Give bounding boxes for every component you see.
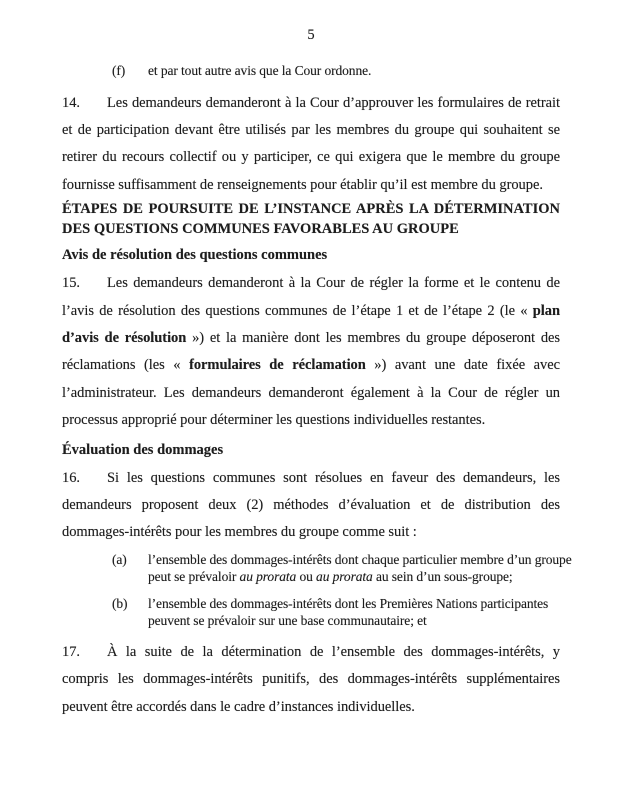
list-item-a xyxy=(62,551,572,586)
list-item-b xyxy=(62,595,560,630)
list-item-f xyxy=(62,62,560,80)
paragraph-14 xyxy=(62,90,560,200)
subheading-avis-resolution: Avis de résolution des questions communes xyxy=(62,247,328,264)
paragraph-15-number: 15. xyxy=(62,275,80,292)
paragraph-14-number: 14. xyxy=(62,94,80,111)
list-item-a-text: l’ensemble des dommages-intérêts dont chaque particulier membre d’un groupe peut se prévaloir au prorata ou au prorata au sein d’un sous-groupe; xyxy=(148,551,572,585)
paragraph-17-text: À la suite de la détermination de l’ensemble des dommages-intérêts, y compris les dommages-intérêts punitifs, des dommages-intérêts supplémentaires peuvent être accordés dans le cadre d’instances individuelles. xyxy=(62,643,560,715)
list-item-f-label: (f) xyxy=(112,63,126,78)
page-number: 5 xyxy=(307,27,315,43)
list-item-b-text: l’ensemble des dommages-intérêts dont les Premières Nations participantes peuvent se prévaloir sur une base communautaire; et xyxy=(148,595,549,629)
list-item-b-label: (b) xyxy=(112,595,128,611)
paragraph-17 xyxy=(62,639,560,721)
paragraph-16 xyxy=(62,465,560,547)
paragraph-17-number: 17. xyxy=(62,643,80,660)
list-item-f-text: et par tout autre avis que la Cour ordonne. xyxy=(148,63,372,78)
paragraph-14-text: Les demandeurs demanderont à la Cour d’approuver les formulaires de retrait et de participation devant être utilisés par les membres du groupe qui souhaitent se retirer du recours collectif ou y participer, ce qui exigera que le membre du groupe fournisse suffisamment de renseignements pour établir qu’il est membre du groupe. xyxy=(62,94,560,193)
paragraph-16-text: Si les questions communes sont résolues en faveur des demandeurs, les demandeurs proposent deux (2) méthodes d’évaluation et de distribution des dommages-intérêts pour les membres du groupe comme suit : xyxy=(62,469,560,541)
subheading-evaluation-dommages: Évaluation des dommages xyxy=(62,441,224,458)
paragraph-15 xyxy=(62,270,560,434)
paragraph-16-number: 16. xyxy=(62,469,80,486)
paragraph-15-text: Les demandeurs demanderont à la Cour de régler la forme et le contenu de l’avis de résolution des questions communes de l’étape 1 et de l’étape 2 (le « plan d’avis de résolution ») et la manière dont les membres du groupe déposeront des réclamations (les « formulaires de réclamation ») avant une date fixée avec l’administrateur. Les demandeurs demanderont également à la Cour de régler un processus approprié pour déterminer les questions individuelles restantes. xyxy=(62,275,560,429)
list-item-a-label: (a) xyxy=(112,551,127,567)
section-heading: ÉTAPES DE POURSUITE DE L’INSTANCE APRÈS LA DÉTERMINATION DES QUESTIONS COMMUNES FAVORABLES AU GROUPE xyxy=(62,201,560,237)
